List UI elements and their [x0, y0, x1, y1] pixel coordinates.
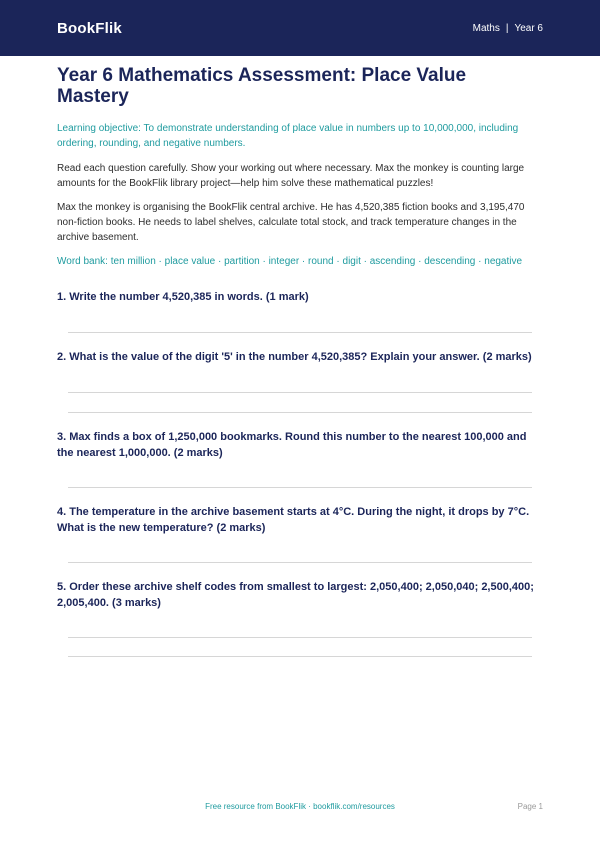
answer-line[interactable]: [68, 412, 532, 413]
answer-line[interactable]: [68, 637, 532, 638]
learning-objective: Learning objective: To demonstrate understanding of place value in numbers up to 10,000,000, including ordering, rounding, and negative numbers.: [57, 122, 519, 149]
breadcrumb-year: Year 6: [514, 22, 543, 34]
breadcrumb-separator: |: [505, 22, 509, 34]
answer-line[interactable]: [68, 332, 532, 333]
question-text: 1. Write the number 4,520,385 in words. (1 mark): [57, 290, 309, 303]
page-number: Page 1: [517, 802, 543, 811]
breadcrumb-subject: Maths: [472, 22, 500, 34]
question-text: 2. What is the value of the digit '5' in the number 4,520,385? Explain your answer. (2 marks): [57, 350, 532, 363]
question-4: [57, 504, 543, 563]
page-header: [0, 0, 600, 56]
question-2: [57, 349, 543, 413]
answer-line[interactable]: [68, 392, 532, 393]
question-5: [57, 579, 543, 657]
instructions-paragraph: Read each question carefully. Show your working out where necessary. Max the monkey is counting large amounts for the BookFlik library project—help him solve these mathematical puzzles!: [57, 162, 525, 189]
question-1: [57, 289, 543, 333]
question-text: 4. The temperature in the archive basement starts at 4°C. During the night, it drops by 7°C. What is the new temperature? (2 marks): [57, 505, 530, 534]
context-paragraph: Max the monkey is organising the BookFlik central archive. He has 4,520,385 fiction books and 3,195,470 non-fiction books. He needs to label shelves, calculate total stock, and track temperature changes in the archive basement.: [57, 201, 525, 243]
answer-line[interactable]: [68, 562, 532, 563]
page-title: Year 6 Mathematics Assessment: Place Value Mastery: [57, 65, 467, 107]
brand-logo: BookFlik: [57, 19, 122, 37]
question-3: [57, 429, 543, 488]
answer-line[interactable]: [68, 487, 532, 488]
word-bank: Word bank: ten million · place value · partition · integer · round · digit · ascending · descending · negative: [57, 255, 523, 267]
question-text: 3. Max finds a box of 1,250,000 bookmarks. Round this number to the nearest 100,000 and the nearest 1,000,000. (2 marks): [57, 430, 527, 459]
worksheet-content: [0, 66, 600, 657]
answer-line[interactable]: [68, 656, 532, 657]
breadcrumb: [473, 23, 543, 34]
question-text: 5. Order these archive shelf codes from smallest to largest: 2,050,400; 2,050,040; 2,500,400; 2,005,400. (3 marks): [57, 580, 534, 609]
footer-resource-link[interactable]: Free resource from BookFlik · bookflik.com/resources: [205, 802, 395, 811]
